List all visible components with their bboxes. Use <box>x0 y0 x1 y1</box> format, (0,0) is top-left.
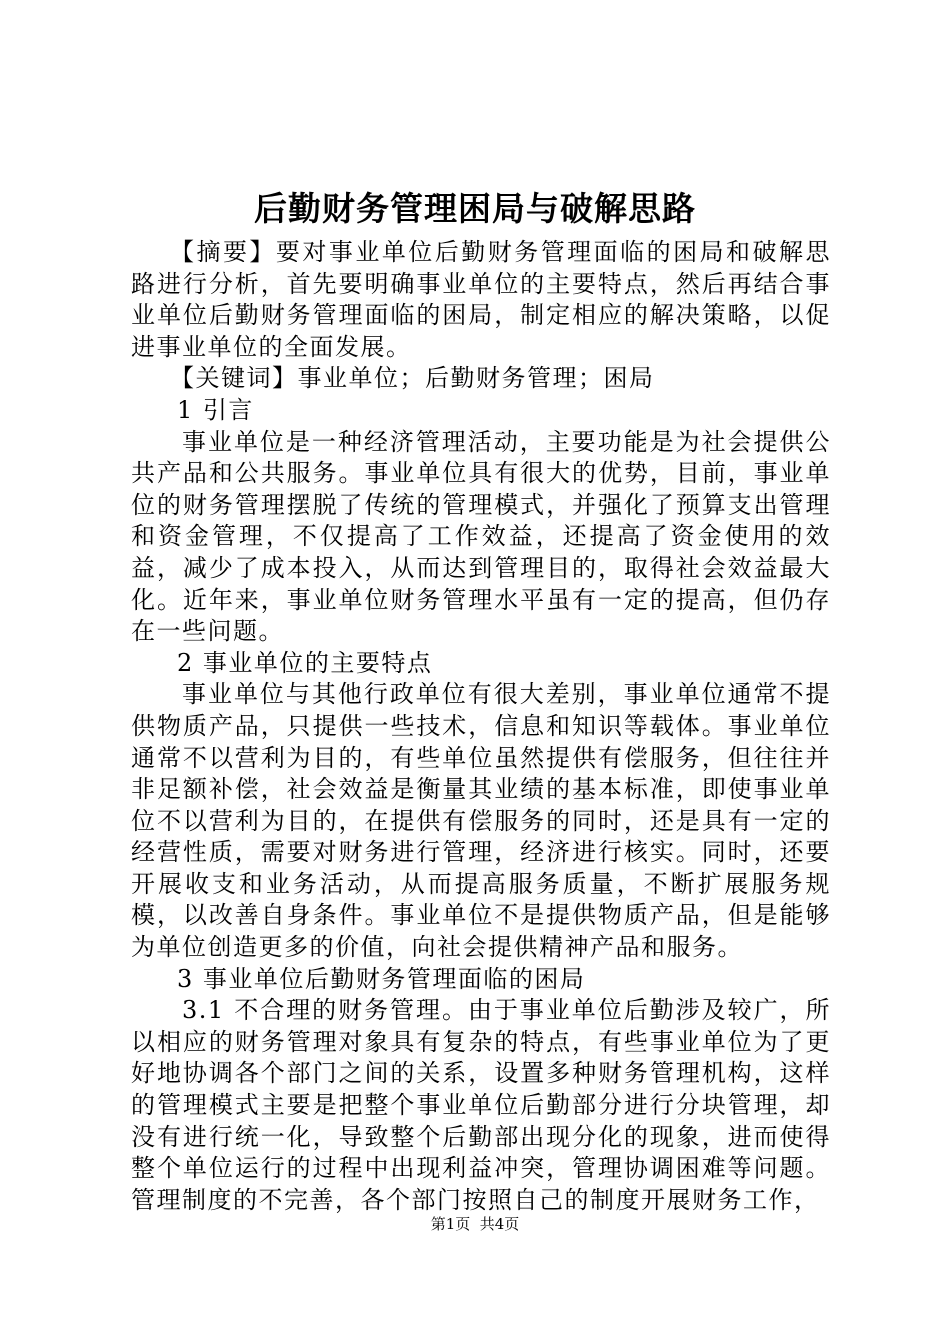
abstract-paragraph: 【摘要】要对事业单位后勤财务管理面临的困局和破解思路进行分析，首先要明确事业单位的主要特点，然后再结合事业单位后勤财务管理面临的困局，制定相应的解决策略，以促进事业单位的全面发展。 <box>131 238 831 361</box>
page-footer <box>0 1214 950 1234</box>
page-title: 后勤财务管理困局与破解思路 <box>254 189 696 228</box>
section-body-3-1: 3.1 不合理的财务管理。由于事业单位后勤涉及较广，所以相应的财务管理对象具有复杂的特点，有些事业单位为了更好地协调各个部门之间的关系，设置多种财务管理机构，这样的管理模式主要是把整个事业单位后勤部分进行分块管理，却没有进行统一化，导致整个后勤部出现分化的现象，进而使得整个单位运行的过程中出现利益冲突，管理协调困难等问题。管理制度的不完善，各个部门按照自己的制度开展财务工作， <box>131 996 831 1214</box>
page-number: 第1页 共4页 <box>430 1215 520 1233</box>
section-heading-features: 2 事业单位的主要特点 <box>177 648 433 677</box>
keywords-paragraph: 【关键词】事业单位；后勤财务管理；困局 <box>170 364 655 393</box>
document-body <box>131 237 831 1216</box>
section-heading-difficulties: 3 事业单位后勤财务管理面临的困局 <box>177 964 586 993</box>
section-heading-introduction: 1 引言 <box>177 395 254 424</box>
section-body-features: 事业单位与其他行政单位有很大差别，事业单位通常不提供物质产品，只提供一些技术，信息和知识等载体。事业单位通常不以营利为目的，有些单位虽然提供有偿服务，但往往并非足额补偿，社会效益是衡量其业绩的基本标准，即使事业单位不以营利为目的，在提供有偿服务的同时，还是具有一定的经营性质，需要对财务进行管理，经济进行核实。同时，还要开展收支和业务活动，从而提高服务质量，不断扩展服务规模，以改善自身条件。事业单位不是提供物质产品，但是能够为单位创造更多的价值，向社会提供精神产品和服务。 <box>131 680 831 962</box>
section-body-introduction: 事业单位是一种经济管理活动，主要功能是为社会提供公共产品和公共服务。事业单位具有很大的优势，目前，事业单位的财务管理摆脱了传统的管理模式，并强化了预算支出管理和资金管理，不仅提高了工作效益，还提高了资金使用的效益，减少了成本投入，从而达到管理目的，取得社会效益最大化。近年来，事业单位财务管理水平虽有一定的提高，但仍存在一些问题。 <box>131 427 831 646</box>
